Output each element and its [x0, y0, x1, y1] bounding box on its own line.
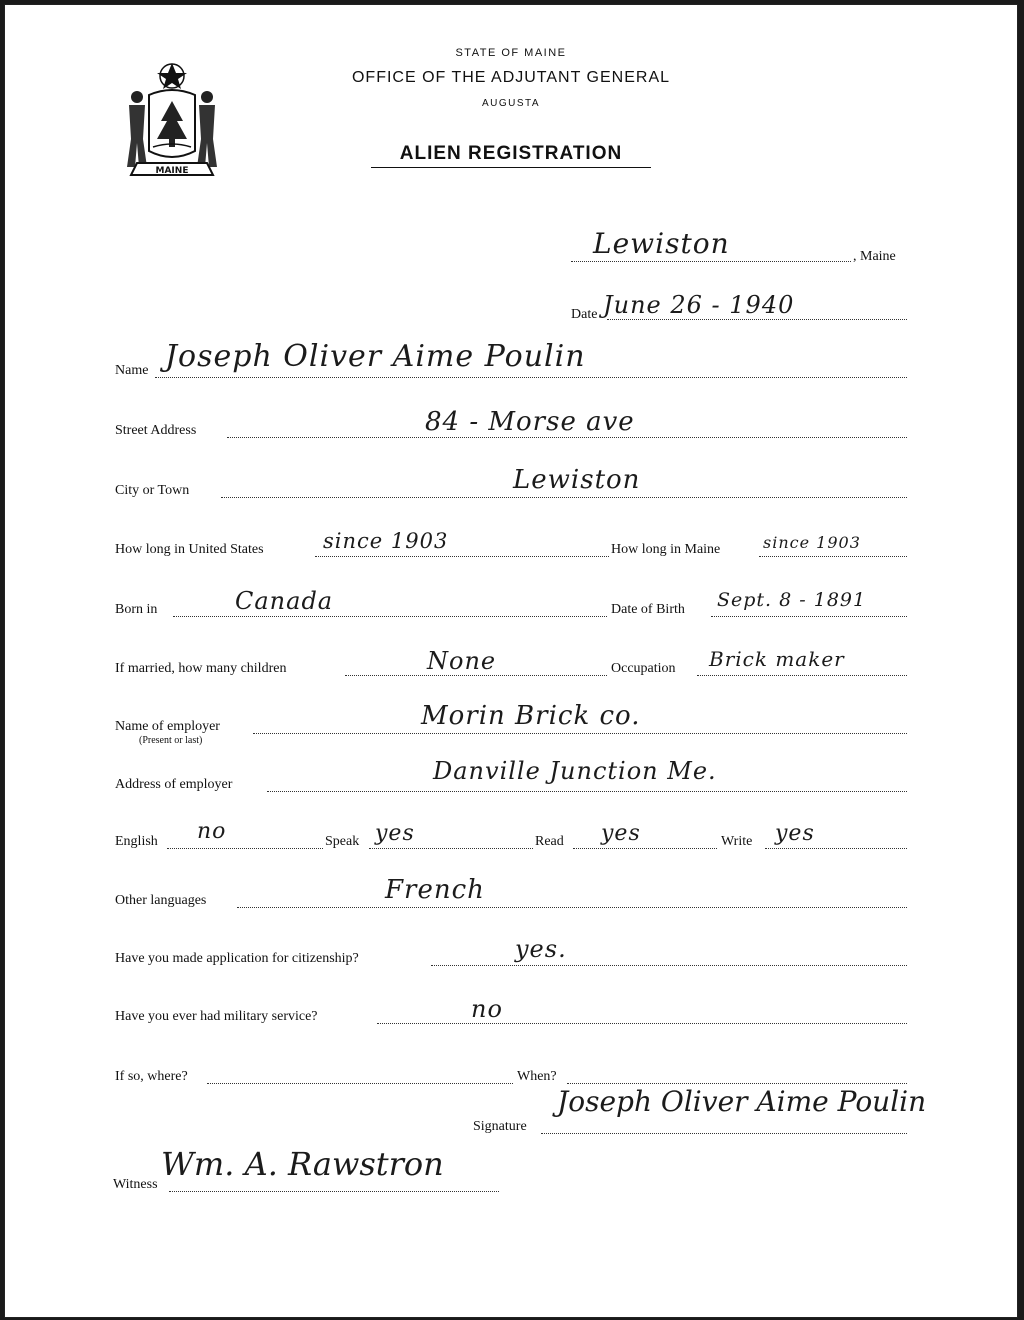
where-line: [207, 1083, 513, 1084]
occupation-line: [697, 675, 907, 676]
other-languages-value[interactable]: French: [385, 875, 485, 905]
seal-banner-text: MAINE: [155, 166, 189, 176]
children-label: If married, how many children: [115, 661, 287, 676]
witness-line: [169, 1191, 499, 1192]
street-line: [227, 437, 907, 438]
speak-value[interactable]: yes: [375, 821, 415, 846]
read-line: [573, 848, 717, 849]
how-long-maine-label: How long in Maine: [611, 542, 721, 557]
born-in-line: [173, 616, 607, 617]
write-line: [765, 848, 907, 849]
street-value[interactable]: 84 - Morse ave: [425, 407, 635, 437]
dob-value[interactable]: Sept. 8 - 1891: [717, 589, 867, 611]
write-label: Write: [721, 834, 753, 849]
dob-label: Date of Birth: [611, 602, 685, 617]
city-line: [221, 497, 907, 498]
english-line: [167, 848, 323, 849]
form-title: ALIEN REGISTRATION: [371, 143, 651, 168]
occupation-value[interactable]: Brick maker: [709, 647, 845, 671]
other-languages-label: Other languages: [115, 893, 207, 908]
when-label: When?: [517, 1069, 557, 1084]
occupation-label: Occupation: [611, 661, 676, 676]
witness-value[interactable]: Wm. A. Rawstron: [161, 1145, 444, 1183]
speak-line: [369, 848, 533, 849]
children-value[interactable]: None: [427, 647, 497, 675]
how-long-us-value[interactable]: since 1903: [323, 529, 449, 553]
employer-name-value[interactable]: Morin Brick co.: [421, 701, 641, 731]
employer-name-line: [253, 733, 907, 734]
employer-address-line: [267, 791, 907, 792]
place-label: , Maine: [853, 249, 896, 264]
signature-label: Signature: [473, 1119, 527, 1134]
date-label: Date: [571, 307, 598, 322]
place-line: [571, 261, 851, 262]
how-long-us-label: How long in United States: [115, 542, 264, 557]
street-label: Street Address: [115, 423, 197, 438]
dob-line: [711, 616, 907, 617]
registration-form-page: [4, 4, 1018, 1318]
children-line: [345, 675, 607, 676]
citizenship-value[interactable]: yes.: [515, 935, 567, 963]
city-label: City or Town: [115, 483, 190, 498]
employer-address-label: Address of employer: [115, 777, 233, 792]
how-long-us-line: [315, 556, 609, 557]
place-value[interactable]: Lewiston: [593, 227, 730, 260]
born-in-label: Born in: [115, 602, 158, 617]
citizenship-label: Have you made application for citizenship?: [115, 951, 359, 966]
born-in-value[interactable]: Canada: [235, 587, 334, 615]
employer-name-label: Name of employer: [115, 719, 220, 734]
read-label: Read: [535, 834, 564, 849]
speak-label: Speak: [325, 834, 360, 849]
name-value[interactable]: Joseph Oliver Aime Poulin: [165, 339, 586, 374]
header-office: OFFICE OF THE ADJUTANT GENERAL: [351, 69, 671, 86]
date-value[interactable]: June 26 - 1940: [603, 291, 795, 319]
military-value[interactable]: no: [471, 995, 503, 1023]
signature-value[interactable]: Joseph Oliver Aime Poulin: [557, 1085, 927, 1118]
write-value[interactable]: yes: [775, 821, 815, 846]
name-line: [155, 377, 907, 378]
citizenship-line: [431, 965, 907, 966]
city-value[interactable]: Lewiston: [513, 465, 641, 495]
when-line: [567, 1083, 907, 1084]
english-value[interactable]: no: [197, 819, 227, 844]
name-label: Name: [115, 363, 149, 378]
how-long-maine-line: [759, 556, 907, 557]
witness-label: Witness: [113, 1177, 158, 1192]
where-label: If so, where?: [115, 1069, 188, 1084]
military-label: Have you ever had military service?: [115, 1009, 318, 1024]
employer-name-sublabel: (Present or last): [139, 735, 203, 746]
employer-address-value[interactable]: Danville Junction Me.: [433, 757, 717, 785]
how-long-maine-value[interactable]: since 1903: [763, 533, 861, 552]
read-value[interactable]: yes: [601, 821, 641, 846]
header-city: AUGUSTA: [481, 98, 541, 109]
military-line: [377, 1023, 907, 1024]
signature-line: [541, 1133, 907, 1134]
date-line: [607, 319, 907, 320]
english-label: English: [115, 834, 158, 849]
header-state: STATE OF MAINE: [455, 47, 567, 59]
other-languages-line: [237, 907, 907, 908]
